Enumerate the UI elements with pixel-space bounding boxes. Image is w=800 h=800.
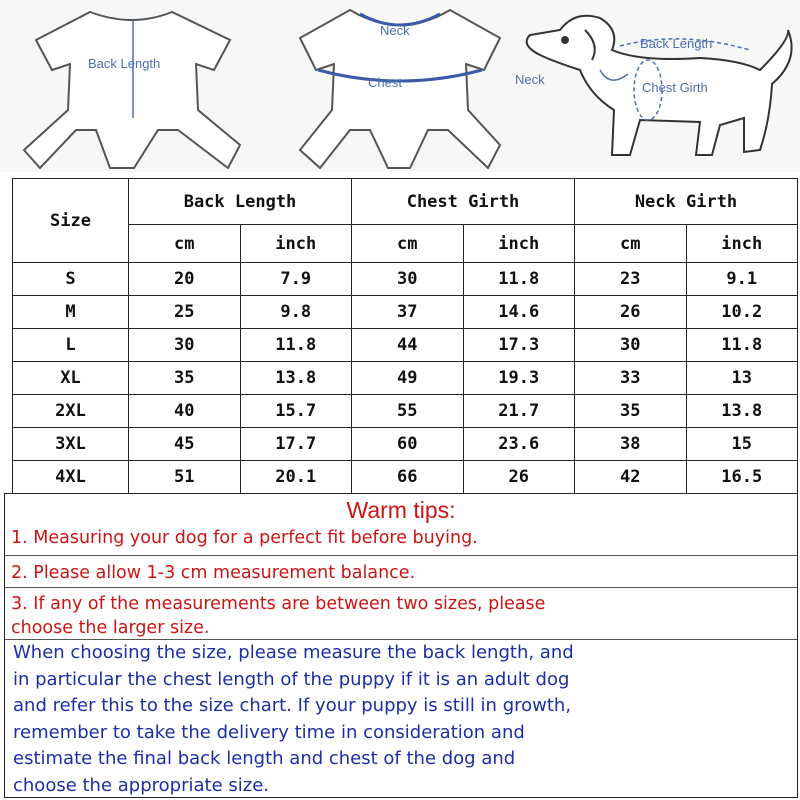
measurement-cell: 10.2 xyxy=(686,296,798,329)
size-cell: S xyxy=(13,263,129,296)
unit-header: cm xyxy=(575,225,687,263)
measurement-cell: 23 xyxy=(575,263,687,296)
measurement-cell: 21.7 xyxy=(463,395,575,428)
unit-header: inch xyxy=(240,225,352,263)
measurement-cell: 9.8 xyxy=(240,296,352,329)
measurement-cell: 15 xyxy=(686,428,798,461)
dog-neck-label: Neck xyxy=(515,72,545,87)
size-table-body xyxy=(13,263,798,494)
tip-3-line-2: choose the larger size. xyxy=(11,618,210,638)
table-row xyxy=(13,296,798,329)
measurement-cell: 19.3 xyxy=(463,362,575,395)
tip-3-line-1: 3. If any of the measurements are between two sizes, please xyxy=(11,594,546,614)
unit-header: inch xyxy=(686,225,798,263)
measurement-illustrations xyxy=(0,0,800,172)
measurement-cell: 20 xyxy=(129,263,241,296)
measurement-cell: 35 xyxy=(129,362,241,395)
size-cell: 2XL xyxy=(13,395,129,428)
measurement-cell: 42 xyxy=(575,461,687,494)
measurement-cell: 20.1 xyxy=(240,461,352,494)
note-line: choose the appropriate size. xyxy=(13,774,269,796)
size-header: Size xyxy=(13,179,129,263)
size-cell: 4XL xyxy=(13,461,129,494)
measurement-cell: 17.7 xyxy=(240,428,352,461)
measurement-cell: 33 xyxy=(575,362,687,395)
table-row xyxy=(13,395,798,428)
measurement-cell: 49 xyxy=(352,362,464,395)
measurement-cell: 35 xyxy=(575,395,687,428)
measurement-cell: 55 xyxy=(352,395,464,428)
measurement-cell: 66 xyxy=(352,461,464,494)
tip-2: 2. Please allow 1-3 cm measurement balance. xyxy=(5,556,797,588)
measurement-cell: 30 xyxy=(575,329,687,362)
note-line: in particular the chest length of the puppy if it is an adult dog xyxy=(13,668,570,690)
measurement-cell: 13 xyxy=(686,362,798,395)
measurement-cell: 30 xyxy=(352,263,464,296)
measurement-cell: 16.5 xyxy=(686,461,798,494)
note-line: When choosing the size, please measure the back length, and xyxy=(13,642,574,663)
unit-header: inch xyxy=(463,225,575,263)
measurement-cell: 9.1 xyxy=(686,263,798,296)
measurement-cell: 37 xyxy=(352,296,464,329)
table-row xyxy=(13,461,798,494)
chest-girth-header: Chest Girth xyxy=(352,179,575,225)
size-cell: M xyxy=(13,296,129,329)
measurement-cell: 40 xyxy=(129,395,241,428)
measurement-cell: 11.8 xyxy=(463,263,575,296)
measurement-cell: 17.3 xyxy=(463,329,575,362)
size-chart-table xyxy=(12,178,798,494)
note-line: remember to take the delivery time in consideration and xyxy=(13,721,525,743)
size-guidance-note xyxy=(13,640,793,799)
tip-3 xyxy=(5,588,797,640)
measurement-cell: 11.8 xyxy=(240,329,352,362)
measurement-cell: 23.6 xyxy=(463,428,575,461)
unit-header: cm xyxy=(129,225,241,263)
measurement-cell: 30 xyxy=(129,329,241,362)
dog-chest-girth-label: Chest Girth xyxy=(642,80,708,95)
measurement-cell: 11.8 xyxy=(686,329,798,362)
measurement-cell: 44 xyxy=(352,329,464,362)
table-row xyxy=(13,362,798,395)
table-row xyxy=(13,428,798,461)
measurement-cell: 60 xyxy=(352,428,464,461)
measurement-cell: 15.7 xyxy=(240,395,352,428)
back-length-header: Back Length xyxy=(129,179,352,225)
measurement-cell: 25 xyxy=(129,296,241,329)
measurement-cell: 38 xyxy=(575,428,687,461)
dog-back-length-label: Back Length xyxy=(640,36,713,51)
warm-tips-box xyxy=(4,493,798,798)
measurement-cell: 26 xyxy=(463,461,575,494)
note-line: estimate the final back length and chest of the dog and xyxy=(13,748,516,769)
measurement-cell: 45 xyxy=(129,428,241,461)
measurement-cell: 26 xyxy=(575,296,687,329)
table-row xyxy=(13,263,798,296)
size-cell: L xyxy=(13,329,129,362)
measurement-diagram xyxy=(0,0,800,172)
note-line: and refer this to the size chart. If your puppy is still in growth, xyxy=(13,695,572,716)
measurement-cell: 14.6 xyxy=(463,296,575,329)
chest-label: Chest xyxy=(368,75,402,90)
measurement-cell: 7.9 xyxy=(240,263,352,296)
unit-header: cm xyxy=(352,225,464,263)
back-length-label: Back Length xyxy=(88,56,161,71)
size-cell: XL xyxy=(13,362,129,395)
garment-back-view xyxy=(24,12,240,168)
measurement-cell: 13.8 xyxy=(240,362,352,395)
table-row xyxy=(13,329,798,362)
tip-1: 1. Measuring your dog for a perfect fit before buying. xyxy=(5,522,797,556)
measurement-cell: 13.8 xyxy=(686,395,798,428)
neck-girth-header: Neck Girth xyxy=(575,179,798,225)
measurement-cell: 51 xyxy=(129,461,241,494)
tips-title: Warm tips: xyxy=(346,497,456,523)
neck-label: Neck xyxy=(380,23,410,38)
size-cell: 3XL xyxy=(13,428,129,461)
